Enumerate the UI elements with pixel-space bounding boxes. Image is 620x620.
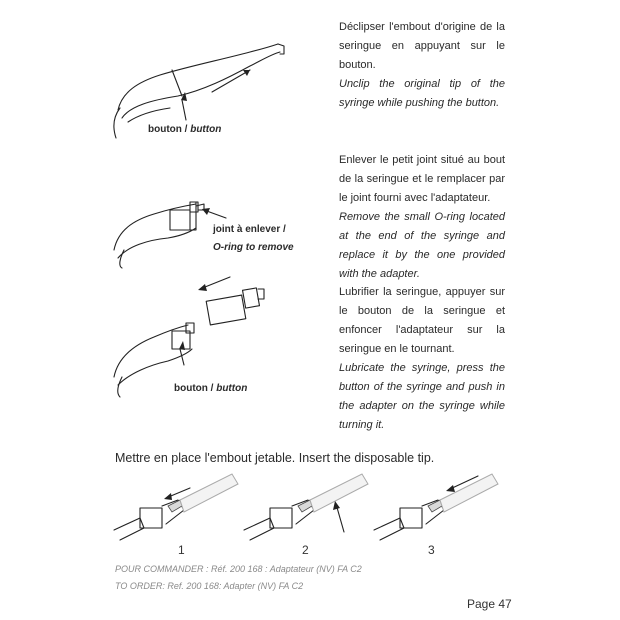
step-3-text: Lubrifier la seringue, appuyer sur le bouton de la seringue et enfoncer l'adaptateur sur la seringue en le tournant. Lubricate the syringe, press the button of the syringe and push in the adapter on the syringe while turning it.: [339, 286, 505, 431]
tip-step-1-illustration: [110, 470, 240, 545]
step-2-text: Enlever le petit joint situé au bout de la seringue et le remplacer par le joint fourni avec l'adaptateur. Remove the small O-ring located at the end of the syringe and replace it by the one provided with the adapter.: [339, 154, 505, 280]
button-label: bouton / button: [148, 124, 222, 135]
tip-step-number: 1: [178, 543, 185, 557]
adapter-insert-illustration: [100, 265, 290, 400]
page-number: Page 47: [467, 597, 512, 611]
tip-step-number: 3: [428, 543, 435, 557]
order-info-fr: POUR COMMANDER : Réf. 200 168 : Adaptateur (NV) FA C2: [115, 564, 362, 574]
insert-tip-heading: Mettre en place l'embout jetable. Insert the disposable tip.: [115, 451, 435, 465]
tip-step-3-illustration: [370, 470, 500, 545]
order-info: [115, 561, 362, 595]
order-info-en: TO ORDER: Ref. 200 168: Adapter (NV) FA C2: [115, 581, 304, 591]
o-ring-label: joint à enlever / O-ring to remove: [213, 224, 294, 253]
button-label-2: bouton / button: [174, 383, 248, 394]
tip-step-number: 2: [302, 543, 309, 557]
step-1-text: Déclipser l'embout d'origine de la seringue en appuyant sur le bouton. Unclip the original tip of the syringe while pushing the button.: [339, 21, 505, 109]
tip-step-2-illustration: [240, 470, 370, 545]
